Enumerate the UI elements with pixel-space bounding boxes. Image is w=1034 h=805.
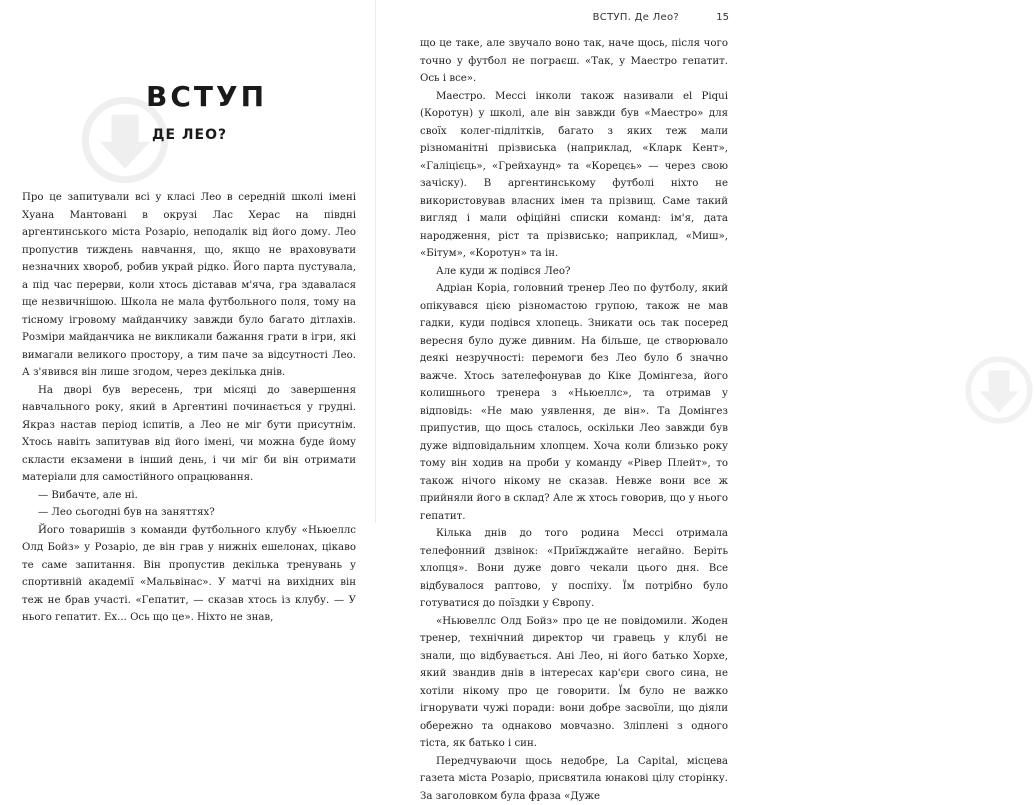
watermark-icon [964,355,1034,425]
running-head: ВСТУП. Де Лео? [593,12,679,23]
left-page-body [22,189,356,627]
paragraph: Його товаришів з команди футбольного клубу «Ньюеллс Олд Бойз» у Розаріо, де він грав у нижніх ешелонах, цікаво те саме запитання. Він пропустив декілька тренувань у спортивній академії «Мальвінас». У матчі на вихідних він теж не брав участі. «Гепатит, — сказав хтось із клубу. — У нього гепатит. Ех... Ось що це». Ніхто не знав, [22,522,356,627]
paragraph: Передчуваючи щось недобре, La Capital, місцева газета міста Розаріо, присвятила юнакові цілу сторінку. За заголовком була фраза «Дуже [420,753,728,805]
dialogue-line: — Лео сьогодні був на заняттях? [22,504,356,522]
paragraph: Адріан Коріа, головний тренер Лео по футболу, який опікувався цією різномастою групою, також не мав гадки, куди подівся хлопець. Зникати ось так посеред вересня було дуже дивним. На більше, це створювало деякі незручності: перемоги без Лео було б значно важче. Хтось зателефонував до Кіке Домінгеза, його колишнього тренера з «Ньюеллс», та отримав у відповідь: «Не маю уявлення, де він». Та Домінгез припустив, що щось сталось, оскільки Лео завжди був дуже відповідальним хлопцем. Хоча коли близько року тому він ходив на проби у команду «Рівер Плейт», то також нічого нікому не сказав. Невже вони все ж прийняли його в склад? Але ж хтось говорив, що у нього гепатит. [420,280,728,525]
chapter-subtitle: ДЕ ЛЕО? [152,127,227,143]
paragraph: Про це запитували всі у класі Лео в середній школі імені Хуана Мантовані в окрузі Лас Херас на півдні аргентинського міста Розаріо, неподалік від його дому. Лео пропустив тиждень навчання, що, якщо не враховувати незначних хвороб, робив украй рідко. Його парта пустувала, а під час перерви, коли хтось діставав м'яча, гра здавалася ще незвичнішою. Школа не мала футбольного поля, тому на тісному ігровому майданчику завжди було багато дітлахів. Розміри майданчика не викликали бажання грати в ігри, які вимагали великого простору, а тим паче за відсутності Лео. А з'явився він лише згодом, через декілька днів. [22,189,356,382]
paragraph: що це таке, але звучало воно так, наче щось, після чого точно у футбол не пограєш. «Так, у Маестро гепатит. Ось і все». [420,35,728,88]
paragraph: На дворі був вересень, три місяці до завершення навчального року, який в Аргентині починається у грудні. Якраз настав період іспитів, а Лео не міг бути присутнім. Хтось навіть запитував від його імені, чи можна буде йому скласти екзамени в інший день, і чи міг би він отримати матеріали для самостійного опрацювання. [22,382,356,487]
paragraph: Кілька днів до того родина Мессі отримала телефонний дзвінок: «Приїжджайте негайно. Беріть хлопця». Вони дуже довго чекали цього дня. Все відбувалося раптово, у поспіху. Їм потрібно було готуватися до поїздки у Європу. [420,525,728,613]
dialogue-line: — Вибачте, але ні. [22,487,356,505]
paragraph: Маестро. Мессі інколи також називали el Piqui (Коротун) у школі, але він завжди був «Маестро» для своїх колег-підлітків, багато з яких теж мали різноманітні прізвиська (наприклад, «Кларк Кент», «Галіцієць», «Грейхаунд» та «Корецєь» — через свою зачіску). В аргентинському футболі ніхто не використовував власних імен та прізвищ. Саме такий вигляд і мали офіційні списки команд: ім'я, дата народження, ріст та прізвисько; наприклад, «Миш», «Бітум», «Коротун» та ін. [420,88,728,263]
paragraph: «Ньювеллс Олд Бойз» про це не повідомили. Жоден тренер, технічний директор чи гравець у клубі не знали, що відбувається. Ані Лео, ні його батько Хорхе, який звандив днів в інтересах кар'єри свого сина, не хотіли нікому про це говорити. Їм було не важко ігнорувати чужі поради: вони добре засвоїли, що діяли обережно та однаково мовчазно. Зліплені з одного тіста, як батько і син. [420,613,728,753]
left-page [0,0,376,523]
right-page [376,0,751,523]
book-spread [0,0,751,523]
page-number: 15 [716,12,729,23]
chapter-title: ВСТУП [146,80,267,113]
paragraph: Але куди ж подівся Лео? [420,263,728,281]
